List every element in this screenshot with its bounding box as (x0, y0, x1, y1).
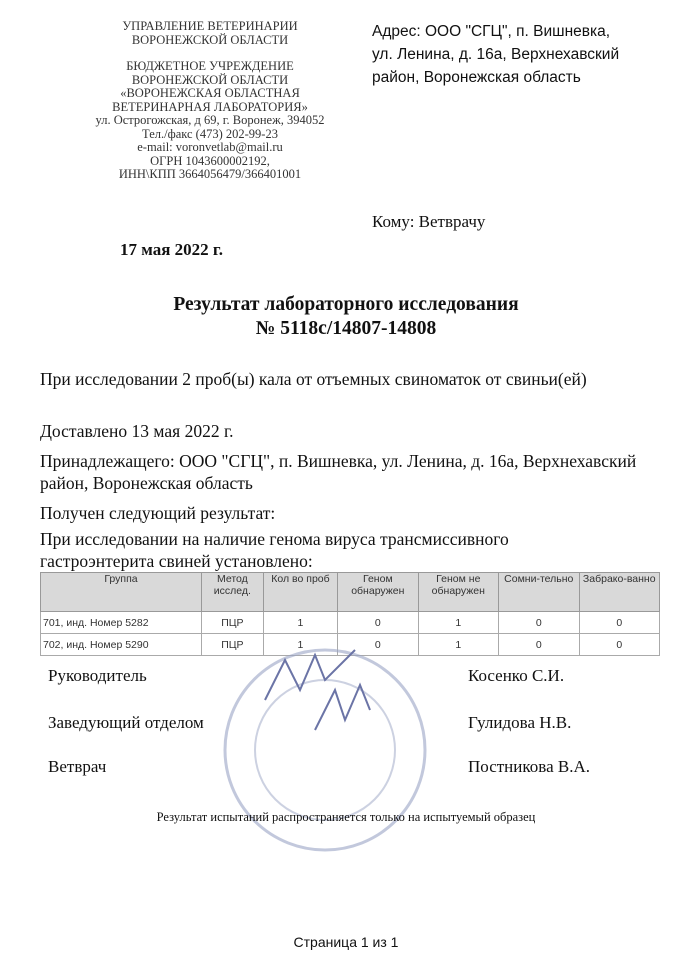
header-line: УПРАВЛЕНИЕ ВЕТЕРИНАРИИ (122, 19, 298, 33)
cell: 0 (499, 612, 579, 634)
col-rejected: Забрако-ванно (579, 573, 660, 612)
header-line: ОГРН 1043600002192, (150, 153, 270, 168)
document-date: 17 мая 2022 г. (120, 240, 223, 259)
cell: 1 (418, 634, 498, 656)
cell: 702, инд. Номер 5290 (41, 634, 202, 656)
header-line: ИНН\КПП 3664056479/366401001 (118, 167, 302, 181)
cell: 0 (579, 634, 660, 656)
header-line: ВОРОНЕЖСКОЙ ОБЛАСТИ (131, 32, 289, 47)
header-line: ВЕТЕРИНАРНАЯ ЛАБОРАТОРИЯ» (112, 99, 308, 114)
cell: 701, инд. Номер 5282 (41, 612, 202, 634)
col-doubtful: Сомни-тельно (499, 573, 579, 612)
header-line: БЮДЖЕТНОЕ УЧРЕЖДЕНИЕ (126, 59, 294, 73)
cell: 1 (418, 612, 498, 634)
signature-name: Косенко С.И. (468, 666, 565, 685)
cell: 0 (338, 612, 418, 634)
recipient-address (372, 20, 672, 89)
header-line: ул. Острогожская, д 69, г. Воронеж, 394052 (95, 113, 325, 127)
header-line: Тел./факс (473) 202-99-23 (142, 126, 278, 141)
official-stamp (205, 640, 445, 870)
table-row (41, 612, 660, 634)
col-detected: Геном обнаружен (338, 573, 418, 612)
signature-2 (315, 685, 370, 730)
col-count: Кол во проб (263, 573, 337, 612)
recipient: Кому: Ветврачу (372, 212, 486, 231)
signature-role: Заведующий отделом (48, 713, 204, 732)
address-line: ул. Ленина, д. 16а, Верхнехавский (372, 46, 620, 63)
paragraph-owner: Принадлежащего: ООО "СГЦ", п. Вишневка, ул. Ленина, д. 16а, Верхнехавский район, Воронежская область (40, 451, 637, 493)
table-header-row (41, 573, 660, 612)
cell: 0 (579, 612, 660, 634)
cell: ПЦР (201, 612, 263, 634)
cell: 1 (263, 634, 337, 656)
document-title (0, 293, 692, 341)
footer-note: Результат испытаний распространяется только на испытуемый образец (156, 810, 536, 824)
signature-role: Ветврач (48, 757, 107, 776)
header-line: e-mail: voronvetlab@mail.ru (137, 140, 283, 154)
document-number: № 5118с/14807-14808 (255, 318, 437, 339)
signature-name: Гулидова Н.В. (468, 713, 572, 732)
cell: 0 (499, 634, 579, 656)
cell: ПЦР (201, 634, 263, 656)
paragraph-result-intro: Получен следующий результат: (40, 503, 276, 523)
col-group: Группа (41, 573, 202, 612)
signature-name: Постникова В.А. (468, 757, 590, 776)
page-number: Страница 1 из 1 (293, 934, 399, 950)
address-line: район, Воронежская область (372, 69, 581, 86)
header-line: ВОРОНЕЖСКОЙ ОБЛАСТИ (131, 72, 289, 87)
cell: 0 (338, 634, 418, 656)
paragraph-test: При исследовании на наличие генома вируса трансмиссивного гастроэнтерита свиней установлено: (40, 529, 509, 571)
paragraph-samples: При исследовании 2 проб(ы) кала от отъемных свиноматок от свиньи(ей) (40, 369, 587, 389)
address-line: Адрес: ООО "СГЦ", п. Вишневка, (372, 23, 611, 40)
title-line: Результат лабораторного исследования (173, 294, 519, 315)
signature-role: Руководитель (48, 666, 147, 685)
col-method: Метод исслед. (201, 573, 263, 612)
cell: 1 (263, 612, 337, 634)
paragraph-delivered: Доставлено 13 мая 2022 г. (40, 421, 234, 441)
col-not-detected: Геном не обнаружен (418, 573, 498, 612)
signature-1 (265, 650, 355, 700)
organization-header (60, 20, 360, 182)
header-line: «ВОРОНЕЖСКАЯ ОБЛАСТНАЯ (120, 86, 300, 100)
